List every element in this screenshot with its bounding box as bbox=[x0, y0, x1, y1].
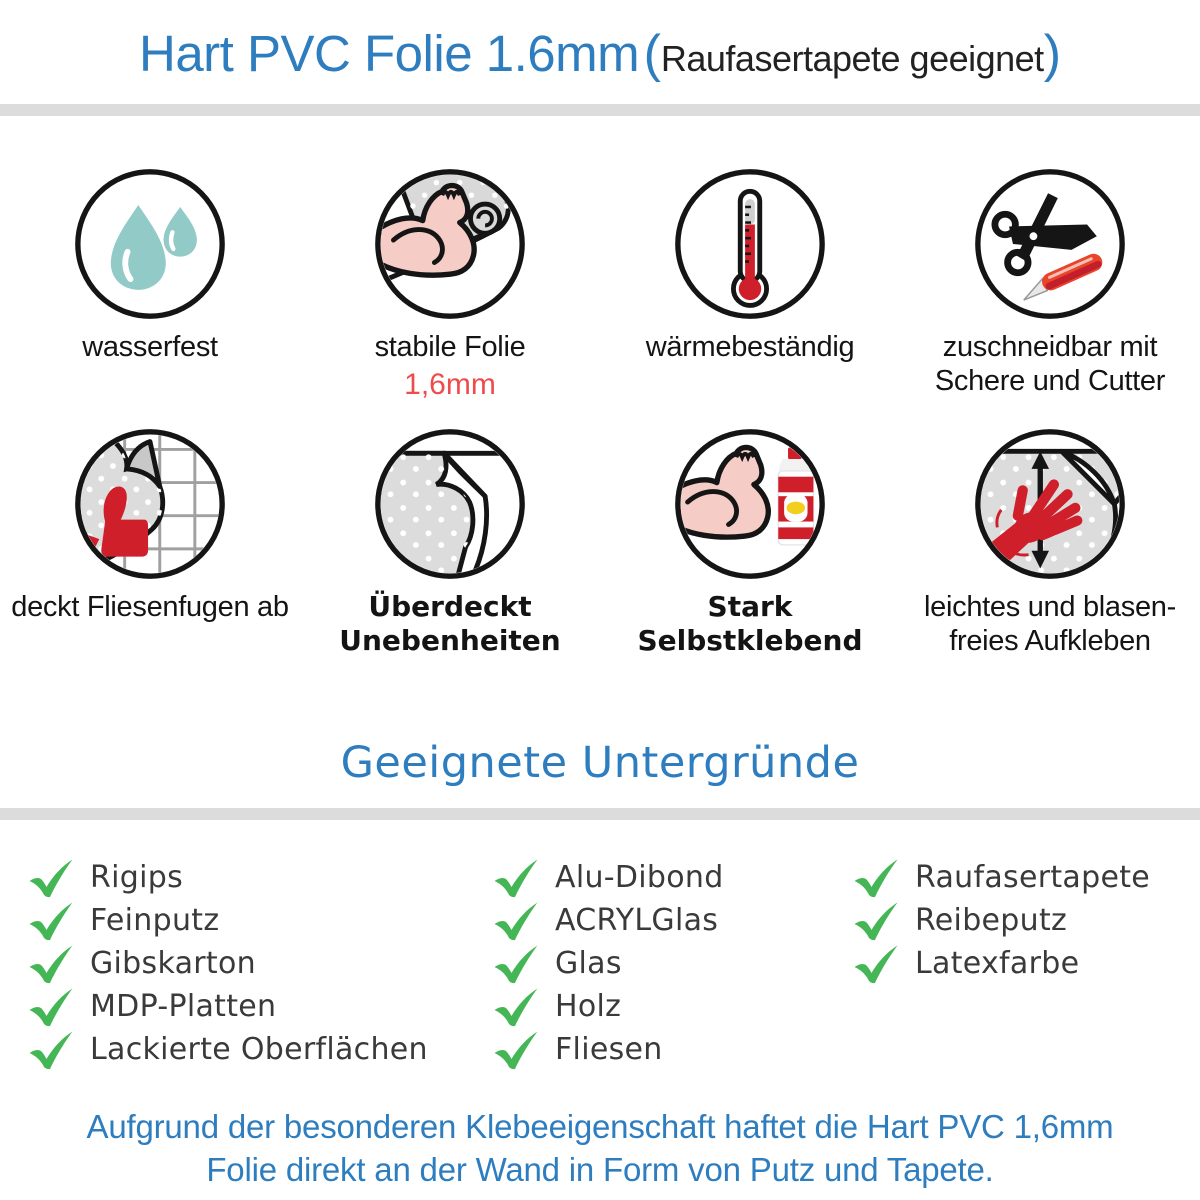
title-open-paren: ( bbox=[643, 25, 661, 83]
title-note: Raufasertapete geeignet bbox=[660, 38, 1044, 79]
substrate-label: Glas bbox=[555, 946, 622, 981]
checkmark-icon bbox=[493, 901, 539, 941]
feature-label: deckt Fliesenfugen ab bbox=[11, 591, 289, 623]
substrate-item bbox=[493, 1028, 853, 1071]
substrate-item bbox=[493, 899, 853, 942]
muscle-arm-foil-icon bbox=[372, 166, 528, 322]
hand-smoothing-icon bbox=[972, 426, 1128, 582]
feature-heat-resistant bbox=[600, 166, 900, 402]
feature-cuttable bbox=[900, 166, 1200, 402]
feature-stable-foil bbox=[300, 166, 600, 402]
adhesion-note-line1: Aufgrund der besonderen Klebeeigenschaft haftet die Hart PVC 1,6mm bbox=[86, 1108, 1114, 1145]
substrate-label: Gibskarton bbox=[90, 946, 256, 981]
feature-bubble-free bbox=[900, 426, 1200, 658]
adhesion-note-line2: Folie direkt an der Wand in Form von Putz und Tapete. bbox=[206, 1151, 994, 1188]
substrate-label: Latexfarbe bbox=[915, 946, 1080, 981]
feature-self-adhesive bbox=[600, 426, 900, 658]
substrate-item bbox=[28, 899, 493, 942]
feature-thickness-value: 1,6mm bbox=[404, 368, 496, 401]
substrates-column-2 bbox=[493, 856, 853, 1071]
substrate-item bbox=[853, 899, 1200, 942]
substrate-label: MDP-Platten bbox=[90, 989, 277, 1024]
feature-label: wasserfest bbox=[82, 331, 218, 363]
substrate-label: Holz bbox=[555, 989, 622, 1024]
feature-label: Überdeckt Unebenheiten bbox=[339, 590, 561, 657]
scissors-cutter-icon bbox=[972, 166, 1128, 322]
substrate-label: Reibeputz bbox=[915, 903, 1068, 938]
substrate-label: Raufasertapete bbox=[915, 860, 1151, 895]
substrate-item bbox=[28, 985, 493, 1028]
substrate-item bbox=[28, 856, 493, 899]
water-drops-icon bbox=[72, 166, 228, 322]
page-title bbox=[0, 0, 1200, 104]
checkmark-icon bbox=[853, 901, 899, 941]
feature-row-2 bbox=[0, 426, 1200, 658]
substrate-item bbox=[493, 942, 853, 985]
substrates-column-1 bbox=[28, 856, 493, 1071]
foil-tiles-thumbs-up-icon bbox=[72, 426, 228, 582]
feature-waterproof bbox=[0, 166, 300, 402]
thermometer-icon bbox=[672, 166, 828, 322]
title-main: Hart PVC Folie 1.6mm bbox=[138, 25, 640, 82]
checkmark-icon bbox=[853, 944, 899, 984]
checkmark-icon bbox=[493, 858, 539, 898]
checkmark-icon bbox=[493, 1030, 539, 1070]
foil-fold-icon bbox=[372, 426, 528, 582]
substrate-label: Lackierte Oberflächen bbox=[90, 1032, 428, 1067]
checkmark-icon bbox=[28, 858, 74, 898]
feature-covers-unevenness bbox=[300, 426, 600, 658]
feature-label: leichtes und blasen- freies Aufkleben bbox=[924, 591, 1176, 657]
substrate-label: Rigips bbox=[90, 860, 184, 895]
checkmark-icon bbox=[28, 901, 74, 941]
substrate-label: Feinputz bbox=[90, 903, 220, 938]
substrates-column-3 bbox=[853, 856, 1200, 1071]
feature-label: wärmebeständig bbox=[645, 331, 855, 363]
feature-label: zuschneidbar mit Schere und Cutter bbox=[934, 331, 1166, 397]
checkmark-icon bbox=[28, 944, 74, 984]
feature-covers-tile-joints bbox=[0, 426, 300, 658]
checkmark-icon bbox=[28, 1030, 74, 1070]
muscle-arm-glue-icon bbox=[672, 426, 828, 582]
substrates-heading: Geeignete Untergründe bbox=[340, 738, 860, 788]
divider-middle bbox=[0, 808, 1200, 820]
feature-label: stabile Folie bbox=[374, 331, 526, 363]
feature-row-1 bbox=[0, 166, 1200, 402]
checkmark-icon bbox=[493, 944, 539, 984]
divider-top bbox=[0, 104, 1200, 116]
title-close-paren: ) bbox=[1043, 25, 1062, 83]
substrate-item bbox=[853, 856, 1200, 899]
substrate-item bbox=[493, 856, 853, 899]
substrate-item bbox=[28, 1028, 493, 1071]
substrate-label: Alu-Dibond bbox=[555, 860, 724, 895]
feature-label: Stark Selbstklebend bbox=[637, 590, 863, 657]
substrate-item bbox=[28, 942, 493, 985]
substrate-item bbox=[493, 985, 853, 1028]
adhesion-note bbox=[0, 1105, 1200, 1191]
checkmark-icon bbox=[493, 987, 539, 1027]
substrate-item bbox=[853, 942, 1200, 985]
substrate-label: Fliesen bbox=[555, 1032, 663, 1067]
checkmark-icon bbox=[28, 987, 74, 1027]
substrate-label: ACRYLGlas bbox=[555, 903, 719, 938]
substrates-checklist bbox=[0, 856, 1200, 1071]
checkmark-icon bbox=[853, 858, 899, 898]
